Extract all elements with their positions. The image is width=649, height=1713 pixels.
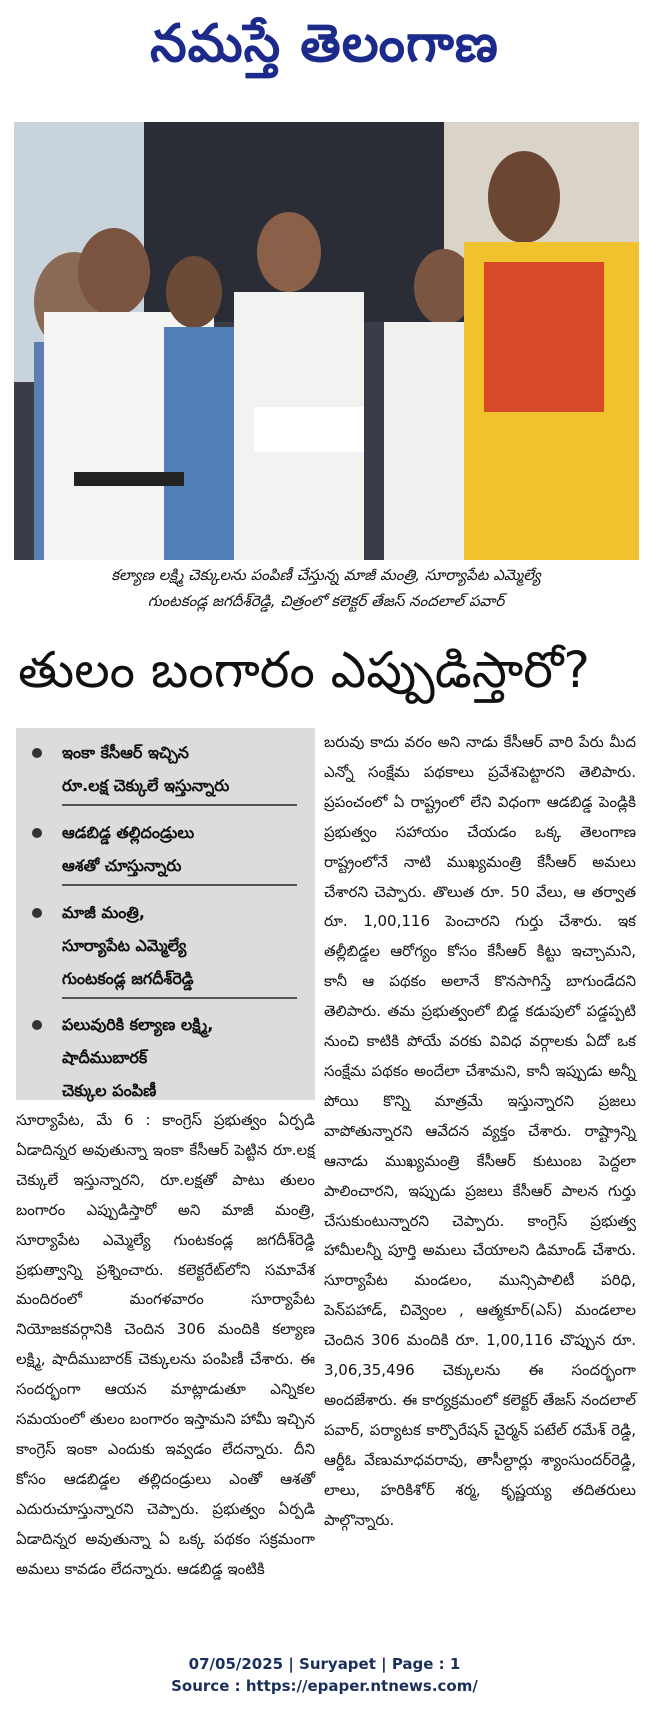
bullet-icon: [32, 1020, 42, 1030]
highlights-box: [16, 728, 315, 1100]
footer-source-link[interactable]: Source : https://epaper.ntnews.com/: [171, 1677, 478, 1695]
news-photo: [14, 122, 639, 560]
bullet-icon: [32, 828, 42, 838]
highlight-line: షాదీముబారక్: [62, 1048, 148, 1067]
footer-edition-info: 07/05/2025 | Suryapet | Page : 1: [188, 1655, 461, 1673]
article-left-column: సూర్యాపేట, మే 6 : కాంగ్రెస్ ప్రభుత్వం ఏర్పడి ఏడాదిన్నర అవుతున్నా ఇంకా కేసీఆర్ పెట్టిన రూ.లక్ష చెక్కులే ఇస్తున్నారని, రూ.లక్షతో పాటు తులం బంగారం ఎప్పుడిస్తారో అని మాజీ మంత్రి, సూర్యాపేట ఎమ్మెల్యే గుంటకండ్ల జగదీశ్‌రెడ్డి ప్రభుత్వాన్ని ప్రశ్నించారు. కలెక్టరేట్‌లోని సమావేశ మందిరంలో మంగళవారం సూర్యాపేట నియోజకవర్గానికి చెందిన 306 మందికి కల్యాణ లక్ష్మి, షాదీముబారక్ చెక్కులను పంపిణీ చేశారు. ఈ సందర్భంగా ఆయన మాట్లాడుతూ ఎన్నికల సమయంలో తులం బంగారం ఇస్తామని హామీ ఇచ్చిన కాంగ్రెస్ ఇంకా ఎందుకు ఇవ్వడం లేదన్నారు. దీని కోసం ఆడబిడ్డల తల్లిదండ్రులు ఎంతో ఆశతో ఎదురుచూస్తున్నారని చెప్పారు. ప్రభుత్వం ఏర్పడి ఏడాదిన్నర అవుతున్నా ఏ ఒక్క పథకం సక్రమంగా అమలు కావడం లేదన్నారు. ఆడబిడ్డ ఇంటికి: [16, 1111, 315, 1578]
headline: తులం బంగారం ఎప్పుడిస్తారో?: [18, 641, 590, 699]
highlight-divider: [62, 804, 297, 806]
page-footer: [0, 1653, 649, 1697]
highlight-line: రూ.లక్ష చెక్కులే ఇస్తున్నారు: [62, 776, 230, 795]
article-right-column: బరువు కాదు వరం అని నాడు కేసీఆర్ వారి పేరు మీద ఎన్నో సంక్షేమ పథకాలు ప్రవేశపెట్టారని తెలిపారు. ప్రపంచంలో ఏ రాష్ట్రంలో లేని విధంగా ఆడబిడ్డ పెండ్లికి ప్రభుత్వం సహాయం చేయడం ఒక్క తెలంగాణ రాష్ట్రంలోనే నాటి ముఖ్యమంత్రి కేసీఆర్ అమలు చేశారని చెప్పారు. తొలుత రూ. 50 వేలు, ఆ తర్వాత రూ. 1,00,116 పెంచారని గుర్తు చేశారు. ఇక తల్లీబిడ్డల ఆరోగ్యం కోసం కేసీఆర్ కిట్టు ఇచ్చామని, కానీ ఆ పథకం అలానే కొనసాగిస్తే బాగుండేదని తెలిపారు. తమ ప్రభుత్వంలో బిడ్డ కడుపులో పడ్డప్పటి నుంచి కాటికి పోయే వరకు వివిధ వర్గాలకు ఏదో ఒక సంక్షేమ పథకం అందేలా చేశామని, కానీ ఇప్పుడు అన్నీ పోయి కొన్ని మాత్రమే ఇస్తున్నారని ప్రజలు వాపోతున్నారని ఆవేదన వ్యక్తం చేశారు. రాష్ట్రాన్ని ఆనాడు ముఖ్యమంత్రి కేసీఆర్ కుటుంబ పెద్దలా పాలించారని, ఇప్పుడు ప్రజలు కేసీఆర్ పాలన గుర్తు చేసుకుంటున్నారని చెప్పారు. కాంగ్రెస్ ప్రభుత్వ హామీలన్నీ పూర్తి అమలు చేయాలని డిమాండ్ చేశారు. సూర్యాపేట మండలం, మున్సిపాలిటీ పరిధి, పెన్‌పహాడ్, చివ్వెంల , ఆత్మకూర్(ఎస్) మండలాల చెందిన 306 మందికి రూ. 1,00,116 చొప్పున రూ. 3,06,35,496 చెక్కులను ఈ సందర్భంగా అందజేశారు. ఈ కార్యక్రమంలో కలెక్టర్ తేజస్ నందలాల్ పవార్, పర్యాటక కార్పొరేషన్ చైర్మన్ పటేల్ రమేశ్ రెడ్డి, ఆర్డీఓ వేణుమాధవరావు, తాసీల్దార్లు శ్యాంసుందర్‌రెడ్డి, లాలు, హరికిశోర్ శర్మ, కృష్ణయ్య తదితరులు పాల్గొన్నారు.: [324, 733, 636, 1529]
highlight-line: చెక్కుల పంపిణీ: [62, 1081, 157, 1100]
highlight-line: ఆశతో చూస్తున్నారు: [62, 856, 182, 875]
bullet-icon: [32, 748, 42, 758]
photo-caption: [20, 562, 632, 622]
bullet-icon: [32, 908, 42, 918]
highlight-line: ఇంకా కేసీఆర్ ఇచ్చిన: [62, 743, 189, 762]
highlight-line: సూర్యాపేట ఎమ్మెల్యే: [62, 936, 187, 955]
highlight-line: గుంటకండ్ల జగదీశ్‌రెడ్డి: [62, 969, 194, 988]
highlight-divider: [62, 997, 297, 999]
caption-line-1: కల్యాణ లక్ష్మి చెక్కులను పంపిణీ చేస్తున్న మాజీ మంత్రి, సూర్యాపేట ఎమ్మెల్యే: [111, 566, 541, 584]
news-photo-illustration: [14, 122, 639, 560]
highlight-line: మాజీ మంత్రి,: [62, 903, 145, 922]
masthead: [0, 0, 649, 100]
caption-line-2: గుంటకండ్ల జగదీశ్‌రెడ్డి, చిత్రంలో కలెక్టర్ తేజస్ నందలాల్ పవార్: [147, 592, 505, 610]
highlight-divider: [62, 884, 297, 886]
masthead-title: నమస్తే తెలంగాణ: [150, 13, 499, 74]
highlight-line: ఆడబిడ్డ తల్లిదండ్రులు: [62, 823, 195, 842]
highlight-line: పలువురికి కల్యాణ లక్ష్మి,: [62, 1015, 214, 1034]
